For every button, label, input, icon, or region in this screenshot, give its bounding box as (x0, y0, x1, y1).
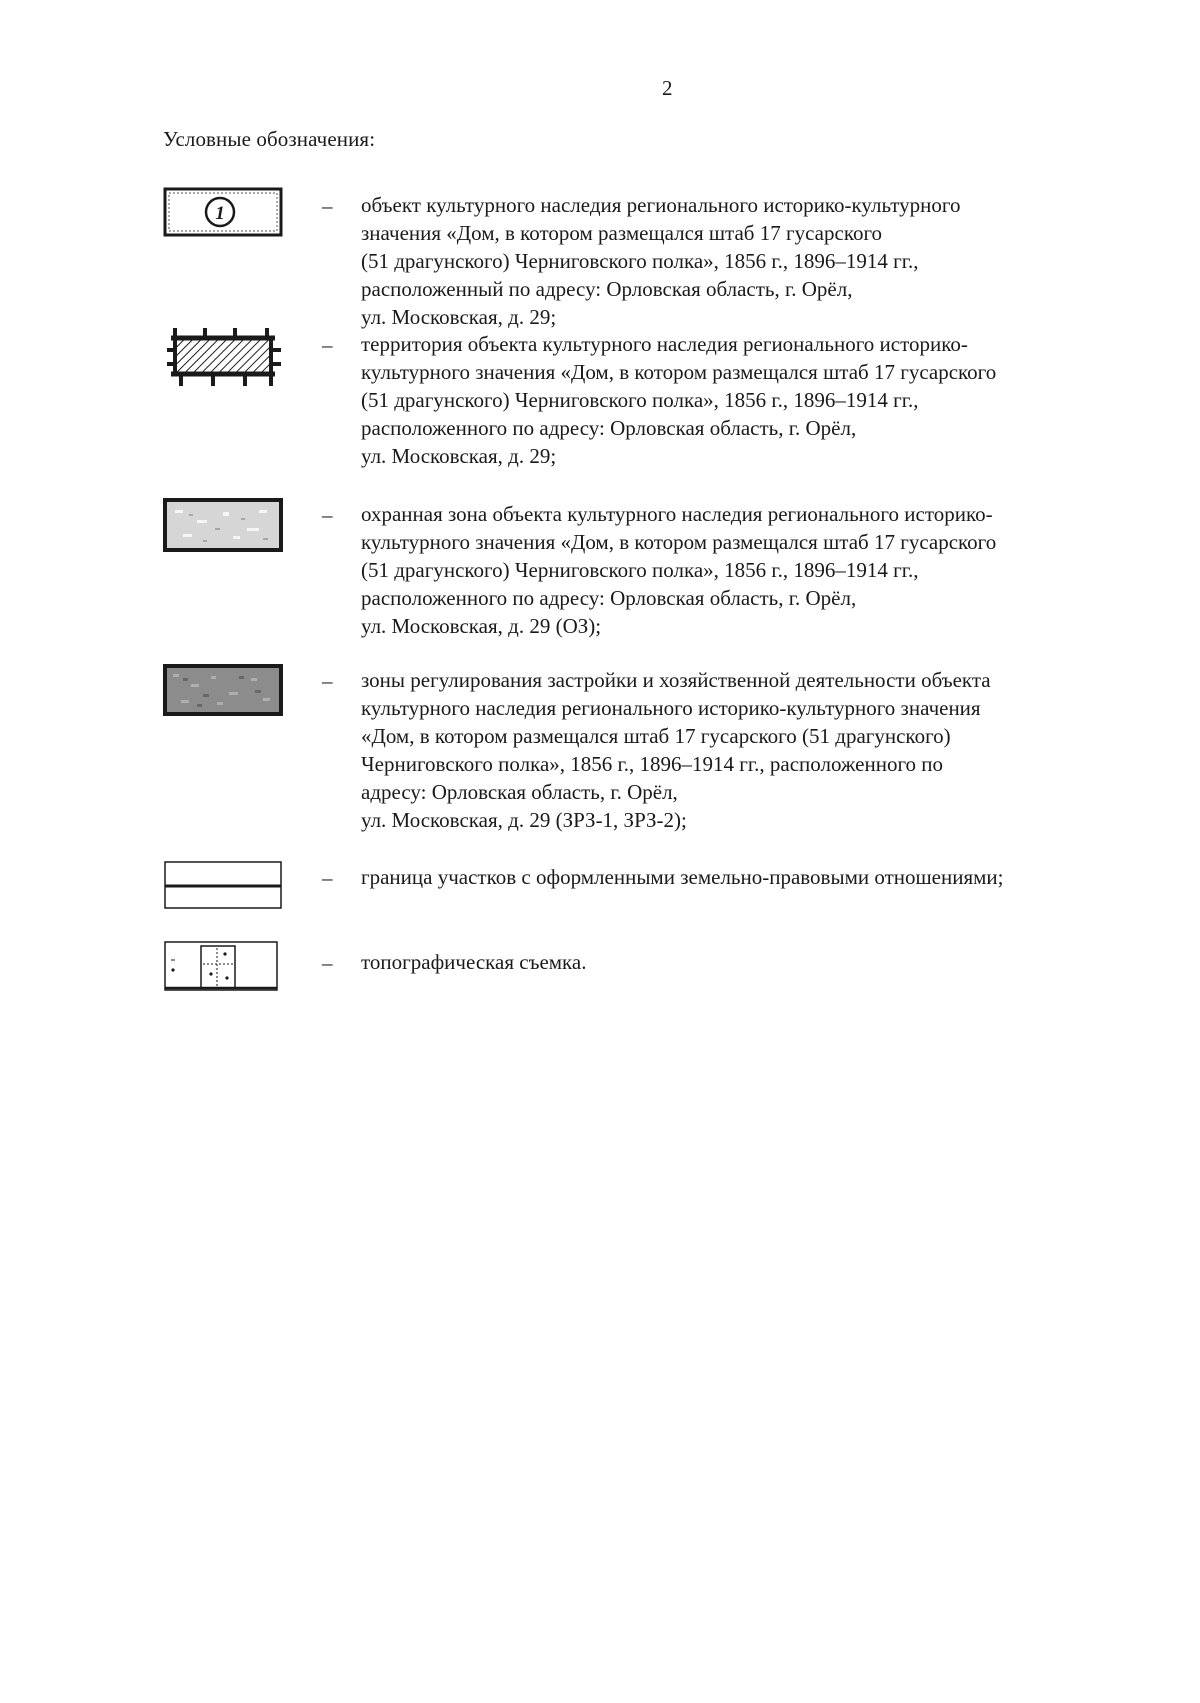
description-line: топографическая съемка. (361, 950, 587, 974)
description-line: культурного значения «Дом, в котором размещался штаб 17 гусарского (361, 360, 997, 384)
heritage-object-number: 1 (215, 203, 225, 224)
light-fill-zone-icon (163, 498, 283, 552)
legend-description (361, 666, 1121, 834)
description-line: ул. Московская, д. 29; (361, 305, 557, 329)
description-line: объект культурного наследия регионального историко-культурного (361, 193, 961, 217)
legend-dash: – (322, 669, 333, 693)
description-line: культурного значения «Дом, в котором размещался штаб 17 гусарского (361, 530, 997, 554)
description-line: расположенного по адресу: Орловская область, г. Орёл, (361, 416, 857, 440)
description-line: Черниговского полка», 1856 г., 1896–1914 гг., расположенного по (361, 752, 944, 776)
description-line: расположенного по адресу: Орловская область, г. Орёл, (361, 586, 857, 610)
description-line: адресу: Орловская область, г. Орёл, (361, 780, 678, 804)
description-line: (51 драгунского) Черниговского полка», 1856 г., 1896–1914 гг., (361, 558, 919, 582)
description-line: значения «Дом, в котором размещался штаб 17 гусарского (361, 221, 883, 245)
description-line: ул. Московская, д. 29 (ЗРЗ-1, ЗРЗ-2); (361, 808, 687, 832)
description-line: «Дом, в котором размещался штаб 17 гусарского (51 драгунского) (361, 724, 951, 748)
legend-description (361, 500, 1121, 640)
topographic-survey-icon (163, 940, 283, 994)
description-line: расположенный по адресу: Орловская область, г. Орёл, (361, 277, 853, 301)
description-line: ул. Московская, д. 29 (ОЗ); (361, 614, 602, 638)
description-line: граница участков с оформленными земельно-правовыми отношениями; (361, 865, 1004, 889)
legend-description (361, 330, 1121, 470)
legend-dash: – (322, 194, 333, 218)
legend-description (361, 948, 1121, 976)
description-line: (51 драгунского) Черниговского полка», 1856 г., 1896–1914 гг., (361, 249, 919, 273)
description-line: территория объекта культурного наследия регионального историко- (361, 332, 968, 356)
dark-fill-zone-icon (163, 664, 283, 716)
legend-description (361, 863, 1121, 891)
legend-dash: – (322, 333, 333, 357)
legend-heading: Условные обозначения: (163, 127, 376, 151)
land-plot-boundary-icon (163, 860, 283, 912)
description-line: культурного наследия регионального историко-культурного значения (361, 696, 981, 720)
page-number: 2 (662, 76, 673, 100)
legend-description (361, 191, 1121, 331)
heritage-object-marker-icon (163, 187, 283, 239)
description-line: зоны регулирования застройки и хозяйственной деятельности объекта (361, 668, 991, 692)
description-line: охранная зона объекта культурного наследия регионального историко- (361, 502, 993, 526)
description-line: (51 драгунского) Черниговского полка», 1856 г., 1896–1914 гг., (361, 388, 919, 412)
description-line: ул. Московская, д. 29; (361, 444, 557, 468)
legend-dash: – (322, 951, 333, 975)
hatched-territory-icon (163, 326, 283, 388)
legend-dash: – (322, 503, 333, 527)
legend-dash: – (322, 866, 333, 890)
